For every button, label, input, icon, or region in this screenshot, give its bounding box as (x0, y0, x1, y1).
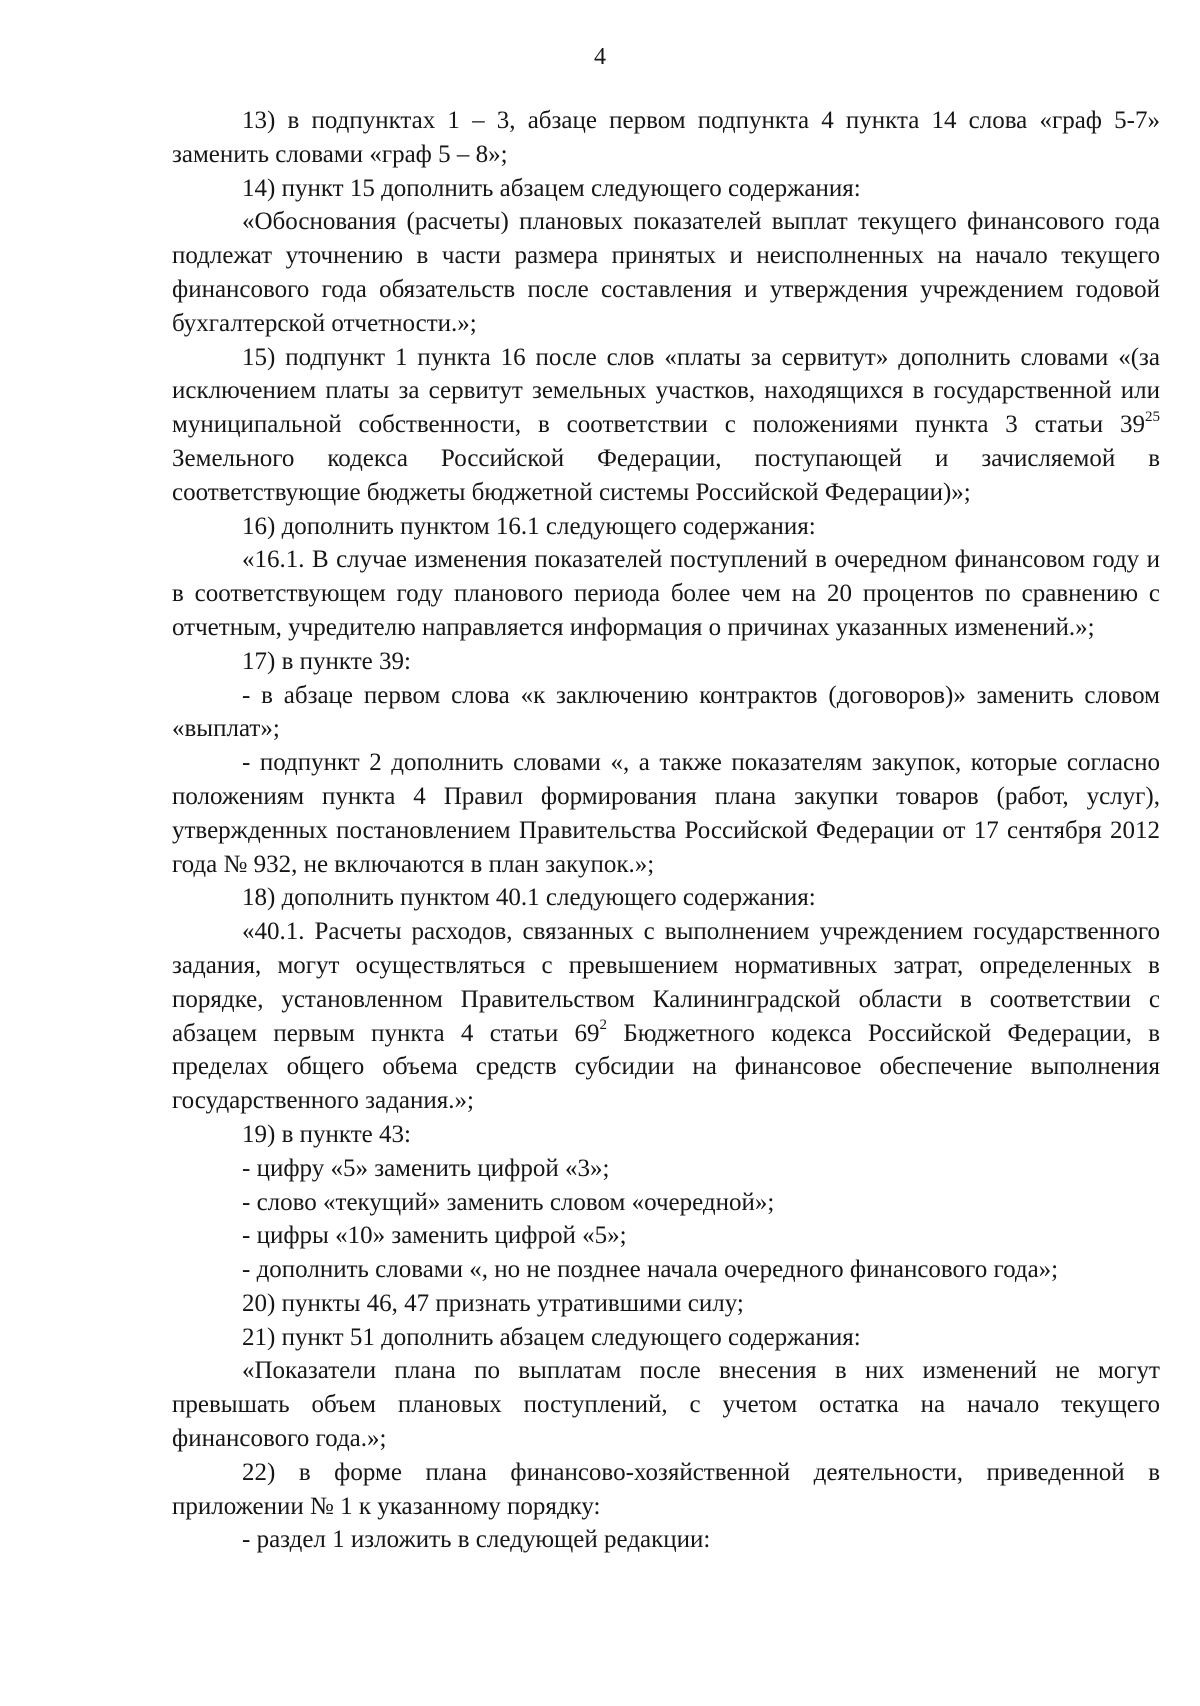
paragraph-item-14: 14) пункт 15 дополнить абзацем следующего содержания: (242, 174, 861, 202)
paragraph-item-17-dash-1: - в абзаце первом слова «к заключению контрактов (договоров)» заменить словом «выплат»; (172, 681, 1160, 743)
paragraph-item-22-dash-1: - раздел 1 изложить в следующей редакции: (242, 1526, 711, 1554)
paragraph-quote-item-16: «16.1. В случае изменения показателей поступлений в очередном финансовом году и в соответствующем году планового периода более чем на 20 процентов по сравнению с отчетным, учредителю направляется информация о причинах указанных изменений.»; (172, 546, 1160, 641)
paragraph-item-19-dash-1: - цифру «5» заменить цифрой «3»; (242, 1154, 610, 1182)
paragraph-text-part: 15) подпункт 1 пункта 16 после слов «платы за сервитут» дополнить словами «(за исключением платы за сервитут земельных участков, находящихся в государственной или муниципальной собственности, в соответствии с положениями пункта 3 статьи 39 (172, 343, 1160, 439)
paragraph-text-part: «40.1. Расчеты расходов, связанных с выполнением учреждением государственного задания, могут осуществляться с превышением нормативных затрат, определенных в порядке, установленном Правительством Калининградской области в соответствии с абзацем первым пункта 4 статьи 69 (172, 918, 1160, 1047)
paragraph-item-16: 16) дополнить пунктом 16.1 следующего содержания: (242, 512, 816, 540)
superscript: 25 (1145, 408, 1160, 425)
paragraph-quote-item-14: «Обоснования (расчеты) плановых показателей выплат текущего финансового года подлежат уточнению в части размера принятых и неисполненных на начало текущего финансового года обязательств после составления и утверждения учреждением годовой бухгалтерской отчетности.»; (172, 208, 1160, 337)
document-body (172, 104, 1160, 1557)
paragraph-text-part: Бюджетного кодекса Российской Федерации, в пределах общего объема средств субсидии на финансовое обеспечение выполнения государственного задания.»; (172, 1019, 1160, 1115)
paragraph-item-20: 20) пункты 46, 47 признать утратившими силу; (242, 1289, 744, 1317)
paragraph-text-part: Земельного кодекса Российской Федерации, поступающей и зачисляемой в соответствующие бюджеты бюджетной системы Российской Федерации)»; (172, 444, 1160, 506)
paragraph-item-19-dash-3: - цифры «10» заменить цифрой «5»; (242, 1222, 627, 1250)
paragraph-item-13: 13) в подпунктах 1 – 3, абзаце первом подпункта 4 пункта 14 слова «граф 5-7» заменить словами «граф 5 – 8»; (172, 107, 1160, 168)
paragraph-item-18: 18) дополнить пунктом 40.1 следующего содержания: (242, 884, 816, 912)
paragraph-item-22: 22) в форме плана финансово-хозяйственной деятельности, приведенной в приложении № 1 к указанному порядку: (172, 1458, 1160, 1520)
paragraph-item-19-dash-4: - дополнить словами «, но не позднее начала очередного финансового года»; (242, 1256, 1059, 1284)
paragraph-item-15 (172, 341, 1160, 510)
paragraph-item-17: 17) в пункте 39: (242, 647, 411, 675)
paragraph-item-17-dash-2: - подпункт 2 дополнить словами «, а также показателям закупок, которые согласно положениям пункта 4 Правил формирования плана закупки товаров (работ, услуг), утвержденных постановлением Правительства Российской Федерации от 17 сентября 2012 года № 932, не включаются в план закупок.»; (172, 749, 1160, 878)
superscript: 2 (599, 1017, 608, 1034)
paragraph-item-19-dash-2: - слово «текущий» заменить словом «очередной»; (242, 1188, 775, 1216)
paragraph-item-19: 19) в пункте 43: (242, 1120, 411, 1148)
paragraph-quote-item-18 (172, 915, 1160, 1118)
page-number: 4 (594, 44, 606, 70)
paragraph-quote-item-21: «Показатели плана по выплатам после внесения в них изменений не могут превышать объем плановых поступлений, с учетом остатка на начало текущего финансового года.»; (172, 1357, 1160, 1453)
paragraph-item-21: 21) пункт 51 дополнить абзацем следующего содержания: (242, 1323, 861, 1351)
